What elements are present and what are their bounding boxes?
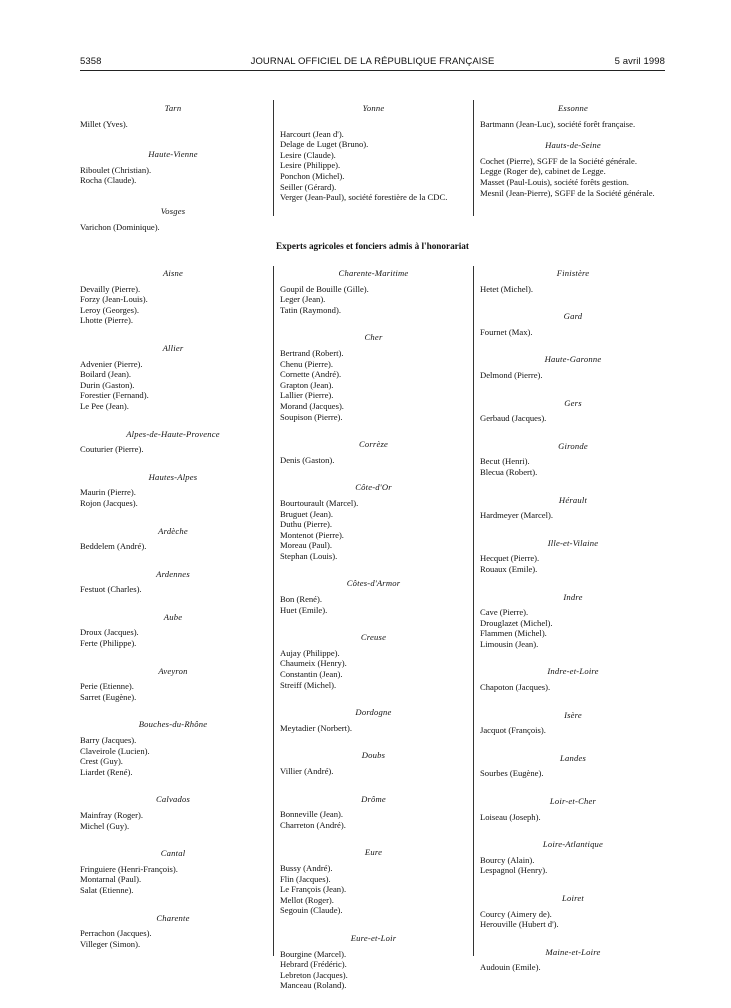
department-section [80,666,266,703]
department-section [480,710,666,736]
column-divider [273,100,274,216]
department-section [80,794,266,831]
name-entry: Denis (Gaston). [280,454,335,465]
name-entry: Chaumeix (Henry). [280,658,347,669]
department-heading: Gers [564,397,582,408]
department-heading: Indre-et-Loire [547,666,599,677]
department-section [480,947,666,973]
department-heading: Maine-et-Loire [545,946,601,957]
department-section [480,354,666,380]
name-entry: Rocha (Claude). [80,175,137,186]
page-number: 5358 [80,56,102,67]
name-entry: Tatin (Raymond). [280,304,341,315]
department-section [480,140,666,198]
name-entry: Bussy (André). [280,862,333,873]
name-entry: Meytadier (Norbert). [280,722,353,733]
name-entry: Bartmann (Jean-Luc), société forêt française. [480,118,636,129]
name-entry: Crest (Guy). [80,756,123,767]
department-heading: Isère [564,709,582,720]
department-heading: Haute-Vienne [148,149,198,160]
department-section [480,538,666,575]
name-entry: Streiff (Michel). [280,679,337,690]
department-heading: Côtes-d'Armor [346,578,401,589]
name-entry: Hecquet (Pierre). [480,553,540,564]
name-entry: Morand (Jacques). [280,400,344,411]
name-entry: Leger (Jean). [280,294,326,305]
name-entry: Villeger (Simon). [80,938,141,949]
name-entry: Aujay (Philippe). [280,647,340,658]
name-entry: Maurin (Pierre). [80,487,136,498]
issue-date: 5 avril 1998 [614,56,665,67]
name-entry: Herouville (Hubert d'). [480,919,559,930]
department-heading: Aveyron [158,665,188,676]
top-column-1 [80,103,266,249]
department-section [280,578,467,615]
name-entry: Segouin (Claude). [280,905,343,916]
department-heading: Ardennes [156,568,190,579]
department-heading: Drôme [361,793,386,804]
department-section [480,893,666,930]
name-entry: Devailly (Pierre). [80,283,141,294]
department-heading: Tarn [164,103,182,113]
name-entry: Sourbes (Eugène). [480,768,544,779]
name-entry: Claveirole (Lucien). [80,745,150,756]
name-entry: Constantin (Jean). [280,669,343,680]
name-entry: Duthu (Pierre). [280,519,333,530]
department-section [280,750,467,776]
name-entry: Bruguet (Jean). [280,508,333,519]
name-entry: Moreau (Paul). [280,540,333,551]
name-entry: Riboulet (Christian). [80,164,152,175]
name-entry: Salat (Etienne). [80,884,134,895]
name-entry: Stephan (Louis). [280,550,338,561]
department-heading: Loiret [562,893,584,903]
department-section [480,753,666,779]
department-heading: Essonne [557,103,589,113]
name-entry: Lesire (Claude). [280,149,336,160]
name-entry: Michel (Guy). [80,820,130,831]
department-heading: Corrèze [358,439,389,450]
name-entry: Rouaux (Emile). [480,563,538,574]
bottom-column-2 [280,268,467,1008]
name-entry: Perrachon (Jacques). [80,928,152,939]
name-entry: Fringuiere (Henri-François). [80,863,178,874]
name-entry: Flin (Jacques). [280,873,331,884]
name-entry: Millet (Yves). [80,118,128,129]
name-entry: Couturier (Pierre). [80,444,144,455]
name-entry: Mainfray (Roger). [80,810,143,820]
department-section [80,268,266,326]
name-entry: Bourcy (Alain). [480,854,535,865]
name-entry: Perie (Etienne). [80,681,134,692]
name-entry: Chenu (Pierre). [280,358,333,369]
name-entry: Huet (Emile). [280,604,328,615]
department-section [280,632,467,690]
department-section [280,933,467,991]
department-section [480,398,666,424]
name-entry: Mesnil (Jean-Pierre), SGFF de la Société générale. [480,187,655,198]
name-entry: Bonneville (Jean). [280,809,344,820]
name-entry: Bertrand (Robert). [280,347,344,358]
department-section [480,592,666,650]
department-section [480,666,666,692]
name-entry: Varichon (Dominique). [80,221,160,232]
department-section [480,311,666,337]
name-entry: Liardet (René). [80,766,133,777]
department-heading: Gard [563,311,583,322]
name-entry: Villier (André). [280,766,334,776]
department-section [80,472,266,509]
name-entry: Ferte (Philippe). [80,638,137,649]
department-section [80,719,266,777]
name-entry: Delage de Luget (Bruno). [280,139,369,150]
name-entry: Goupil de Bouille (Gille). [280,283,369,294]
department-heading: Vosges [160,205,186,216]
department-heading: Haute-Garonne [544,354,602,365]
department-heading: Calvados [155,794,191,805]
department-section [280,103,467,203]
department-section [80,848,266,895]
name-entry: Mellot (Roger). [280,894,334,905]
name-entry: Charreton (André). [280,819,346,830]
department-heading: Loire-Atlantique [542,839,604,850]
bottom-column-3 [480,268,666,990]
department-heading: Hauts-de-Seine [545,140,601,151]
journal-title: JOURNAL OFFICIEL DE LA RÉPUBLIQUE FRANÇAISE [250,56,495,67]
name-entry: Advenier (Pierre). [80,358,143,369]
name-entry: Lespagnol (Henry). [480,865,548,876]
department-heading: Doubs [361,750,386,761]
section-title: Experts agricoles et fonciers admis à l'honorariat [276,241,469,251]
department-section [280,847,467,916]
department-heading: Charente [156,912,190,923]
name-entry: Hetet (Michel). [480,283,533,294]
name-entry: Jacquot (François). [480,725,546,736]
name-entry: Lhotte (Pierre). [80,315,133,326]
department-section [280,439,467,465]
name-entry: Cornette (André). [280,369,342,380]
name-entry: Leroy (Georges). [80,304,140,315]
name-entry: Boilard (Jean). [80,369,132,380]
name-entry: Lallier (Pierre). [280,390,334,401]
department-section [480,796,666,822]
name-entry: Manceau (Roland). [280,980,347,991]
department-heading: Cantal [160,848,186,859]
name-entry: Masset (Paul-Louis), société forêts gestion. [480,176,629,187]
name-entry: Grapton (Jean). [280,379,334,390]
department-heading: Ardèche [158,525,188,536]
top-column-2 [280,103,467,220]
name-entry: Durin (Gaston). [80,379,135,390]
name-entry: Becut (Henri). [480,456,530,467]
department-section [80,149,266,186]
column-divider [473,100,474,216]
name-entry: Forzy (Jean-Louis). [80,294,148,305]
department-heading: Aube [163,611,183,622]
department-heading: Aisne [162,268,184,278]
name-entry: Festuot (Charles). [80,584,142,595]
name-entry: Sarret (Eugène). [80,691,137,702]
department-section [80,429,266,455]
name-entry: Beddelem (André). [80,541,147,552]
department-heading: Gironde [558,440,588,451]
department-heading: Allier [162,342,184,353]
column-divider [473,266,474,956]
name-entry: Harcourt (Jean d'). [280,128,344,139]
department-heading: Charente-Maritime [338,268,409,278]
name-entry: Montenot (Pierre). [280,529,344,540]
running-header [80,56,665,70]
department-heading: Finistère [556,268,590,278]
name-entry: Hebrard (Frédéric). [280,959,347,970]
department-section [80,343,266,412]
name-entry: Bon (René). [280,594,323,605]
department-section [80,569,266,595]
bottom-column-1 [80,268,266,966]
department-heading: Yonne [362,103,385,113]
name-entry: Audouin (Emile). [480,962,541,973]
name-entry: Le François (Jean). [280,884,347,895]
department-section [280,707,467,733]
name-entry: Montarnal (Paul). [80,874,142,885]
name-entry: Bourtourault (Marcel). [280,497,359,508]
department-section [480,268,666,294]
column-divider [273,266,274,956]
name-entry: Le Pee (Jean). [80,400,129,411]
department-section [80,913,266,950]
name-entry: Delmond (Pierre). [480,369,543,380]
name-entry: Blecua (Robert). [480,466,538,477]
name-entry: Droux (Jacques). [80,627,139,638]
department-section [280,794,467,831]
department-heading: Cher [364,332,383,343]
department-section [280,268,467,315]
department-section [80,103,266,129]
department-heading: Eure-et-Loir [350,932,397,943]
department-heading: Hérault [558,494,588,505]
department-section [480,441,666,478]
name-entry: Limousin (Jean). [480,638,539,649]
name-entry: Soupison (Pierre). [280,411,343,422]
name-entry: Legge (Roger de), cabinet de Legge. [480,166,606,177]
department-heading: Dordogne [355,707,392,718]
department-heading: Landes [559,752,587,763]
name-entry: Lebreton (Jacques). [280,969,348,980]
name-entry: Chapoton (Jacques). [480,682,551,693]
name-entry: Flammen (Michel). [480,628,547,639]
top-column-3 [480,103,666,215]
department-heading: Loir-et-Cher [549,796,597,807]
department-heading: Côte-d'Or [355,482,392,493]
name-entry: Ponchon (Michel). [280,170,345,181]
name-entry: Barry (Jacques). [80,735,137,746]
name-entry: Gerbaud (Jacques). [480,413,547,424]
name-entry: Loiseau (Joseph). [480,811,541,822]
department-section [480,495,666,521]
department-section [80,206,266,232]
department-heading: Indre [563,591,583,602]
name-entry: Cave (Pierre). [480,607,529,618]
name-entry: Forestier (Fernand). [80,390,149,401]
name-entry: Drouglazet (Michel). [480,617,553,628]
department-section [80,526,266,552]
department-heading: Bouches-du-Rhône [138,719,208,730]
name-entry: Lesire (Philippe). [280,160,341,171]
department-section [480,103,666,129]
department-section [80,612,266,649]
department-section [280,332,467,422]
department-section [480,839,666,876]
department-heading: Hautes-Alpes [148,471,198,482]
department-section [280,482,467,561]
name-entry: Bourgine (Marcel). [280,948,347,959]
header-rule [80,70,665,71]
department-heading: Creuse [360,632,387,643]
name-entry: Courcy (Aimery de). [480,908,552,919]
name-entry: Fournet (Max). [480,326,533,337]
name-entry: Seiller (Gérard). [280,181,337,192]
department-heading: Alpes-de-Haute-Provence [126,428,220,439]
name-entry: Verger (Jean-Paul), société forestière de la CDC. [280,192,448,203]
name-entry: Cochet (Pierre), SGFF de la Société générale. [480,155,638,166]
department-heading: Eure [364,847,383,858]
department-heading: Ille-et-Vilaine [547,537,599,548]
name-entry: Rojon (Jacques). [80,497,138,508]
name-entry: Hardmeyer (Marcel). [480,510,554,521]
